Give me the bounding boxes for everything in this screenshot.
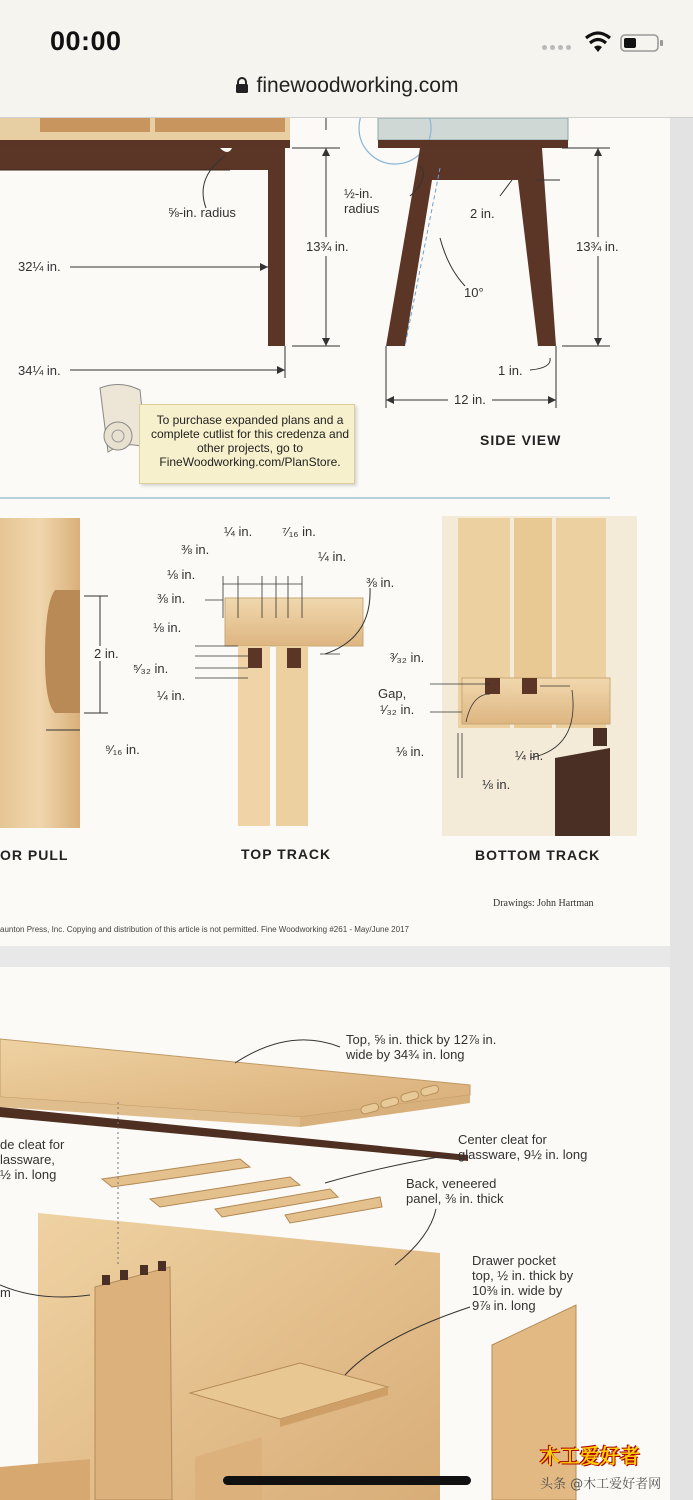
- watermark-logo: 木工爱好者: [540, 1444, 640, 1468]
- dim-radius-label: ⅝-in. radius: [168, 205, 236, 220]
- dim-2in-label: 2 in.: [470, 206, 495, 221]
- top-track-dim-6: ⅜ in.: [366, 575, 395, 590]
- top-track-dim-10: ¼ in.: [157, 688, 186, 703]
- edge-label-fragment: m: [0, 1285, 11, 1300]
- dim-angle-label: 10°: [464, 285, 484, 300]
- purchase-plans-box: [139, 404, 355, 484]
- bottom-track-gap-value: ¹⁄₃₂ in.: [380, 702, 415, 717]
- watermark: [540, 1440, 661, 1492]
- top-track-dim-5: ⅛ in.: [167, 567, 196, 582]
- plan-page-2: [0, 967, 670, 1500]
- signal-icon: [542, 45, 571, 50]
- top-track-dim-1: ¼ in.: [224, 524, 253, 539]
- purchase-plans-text: To purchase expanded plans and a complete cutlist for this credenza and other projects, go to FineWoodworking.com/PlanStore.: [150, 413, 350, 469]
- plan-page-1: [0, 118, 670, 946]
- top-part-label-2: wide by 34¾ in. long: [346, 1047, 465, 1062]
- back-panel-label-2: panel, ⅜ in. thick: [406, 1191, 504, 1206]
- drawer-pocket-label-4: 9⅞ in. long: [472, 1298, 536, 1313]
- top-track-dim-8: ⅛ in.: [153, 620, 182, 635]
- bottom-track-dim-3: ¼ in.: [515, 748, 544, 763]
- wifi-icon: [584, 30, 612, 54]
- exploded-drawing: [0, 967, 670, 1500]
- top-track-dim-9: ⁵⁄₃₂ in.: [133, 661, 169, 676]
- dim-height-left-label: 13¾ in.: [306, 239, 349, 254]
- drawer-pocket-label-1: Drawer pocket: [472, 1253, 556, 1268]
- page-margin: [670, 118, 693, 1500]
- top-track-dim-7: ⅜ in.: [157, 591, 186, 606]
- status-time: 00:00: [50, 26, 122, 56]
- home-indicator[interactable]: [223, 1476, 471, 1485]
- address-bar[interactable]: [0, 74, 693, 98]
- bottom-track-gap-label: Gap,: [378, 686, 407, 701]
- pull-2in-label: 2 in.: [94, 646, 119, 661]
- dim-1in-label: 1 in.: [498, 363, 523, 378]
- dim-34-label: 34¼ in.: [14, 363, 65, 378]
- top-track-dim-4: ¼ in.: [318, 549, 347, 564]
- center-cleat-label-1: Center cleat for: [458, 1132, 547, 1147]
- dim-32-label: 32¼ in.: [14, 259, 65, 274]
- copyright-footer: aunton Press, Inc. Copying and distribution of this article is not permitted. Fine Woodworking #261 - May/June 2017: [0, 925, 409, 934]
- browser-header: [0, 0, 693, 118]
- top-track-dim-2: ⁷⁄₁₆ in.: [282, 524, 316, 539]
- drawer-pocket-label-2: top, ½ in. thick by: [472, 1268, 574, 1283]
- top-track-title: TOP TRACK: [241, 846, 332, 862]
- back-panel-label-1: Back, veneered: [406, 1176, 497, 1191]
- top-track-dim-3: ⅜ in.: [181, 542, 210, 557]
- side-cleat-label-3: ½ in. long: [0, 1167, 57, 1182]
- dim-height-right-label: 13¾ in.: [576, 239, 619, 254]
- bottom-track-dim-4: ⅛ in.: [482, 777, 511, 792]
- pull-916-label: ⁹⁄₁₆ in.: [105, 742, 140, 757]
- side-cleat-label-2: lassware,: [0, 1152, 55, 1167]
- dim-half-radius-label: ½-in. radius: [344, 186, 380, 216]
- side-cleat-label-1: de cleat for: [0, 1137, 65, 1152]
- bottom-track-dim-2: ⅛ in.: [396, 744, 425, 759]
- bottom-track-title: BOTTOM TRACK: [475, 847, 601, 863]
- battery-icon: [620, 33, 664, 53]
- top-part-label-1: Top, ⅝ in. thick by 12⅞ in.: [346, 1032, 497, 1047]
- drawings-credit: Drawings: John Hartman: [493, 898, 594, 909]
- dim-12in-label: 12 in.: [448, 392, 492, 407]
- lock-icon: [235, 77, 249, 94]
- watermark-subtitle: 头条 @木工爱好者网: [540, 1477, 662, 1492]
- url-text: finewoodworking.com: [256, 74, 459, 97]
- drawer-pocket-label-3: 10⅜ in. wide by: [472, 1283, 563, 1298]
- bottom-track-dim-1: ³⁄₃₂ in.: [390, 650, 425, 665]
- center-cleat-label-2: glassware, 9½ in. long: [458, 1147, 588, 1162]
- side-view-title: SIDE VIEW: [480, 432, 562, 448]
- door-pull-title: OR PULL: [0, 847, 69, 863]
